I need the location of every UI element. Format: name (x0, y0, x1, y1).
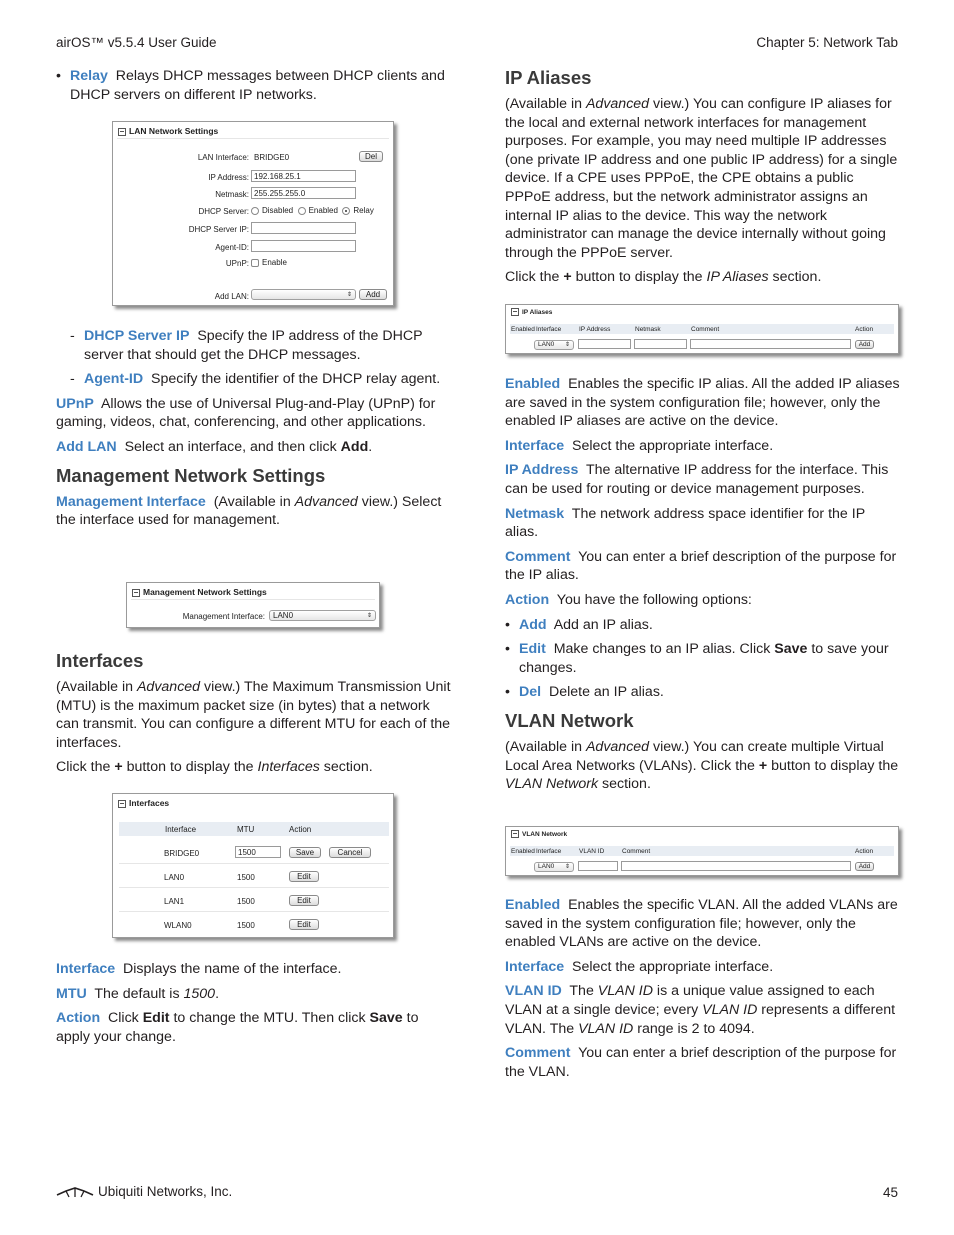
col-interface: Interface (536, 848, 562, 855)
agent-id-text: Specify the identifier of the DHCP relay agent. (151, 371, 441, 388)
interfaces-title: Interfaces (118, 798, 169, 808)
table-row-iface: LAN1 (164, 897, 185, 906)
mtu-definition: MTU The default is 1500. (56, 985, 220, 1002)
ip-aliases-paragraph-1: (Available in Advanced view.) You can configure IP aliases for the local and external network interfaces for management purposes. For example, you may need multiple IP addresses (one private IP address and one public IP address) for a single device. If a CPE uses PPPoE, the CPE obtains a public PPPoE address, but the network administrator assigns an internal IP alias to the device. This way the network administrator can manage the device internally without going through the PPPoE server. (505, 96, 898, 261)
col-action: Action (289, 825, 312, 834)
action-definition: Action You have the following options: (505, 591, 752, 608)
col-interface: Interface (536, 326, 562, 333)
row-divider (119, 863, 389, 864)
edit-button[interactable]: Edit (289, 919, 319, 930)
interfaces-paragraph-2: Click the + button to display the Interfaces section. (56, 759, 373, 776)
ip-address-label: IP Address: (208, 173, 249, 182)
doc-title: airOS™ v5.5.4 User Guide (56, 35, 217, 50)
page-number: 45 (882, 1185, 898, 1200)
vlan-network-screenshot (505, 826, 899, 876)
updown-icon: ⇕ (564, 864, 570, 870)
add-lan-select[interactable] (251, 289, 356, 300)
vlan-interface-term: Interface (505, 958, 565, 975)
add-term: Add (519, 616, 547, 633)
bullet-dot: • (56, 68, 61, 84)
ip-aliases-title: IP Aliases (511, 308, 552, 318)
left-column-4 (56, 960, 451, 1052)
comment-field[interactable] (621, 861, 851, 871)
add-lan-label: Add LAN: (214, 292, 249, 301)
upnp-text: Allows the use of Universal Plug-and-Play (UPnP) for gaming, videos, chat, conferencing, and other applications. (56, 395, 436, 431)
col-mtu: MTU (237, 825, 255, 834)
vlan-enabled-definition: Enabled Enables the specific VLAN. All the added VLANs are saved in the system configuration file; however, only the enabled VLANs are active on the device. (505, 897, 898, 951)
table-row-mtu: 1500 (237, 921, 255, 930)
upnp-option: Enable (251, 258, 287, 268)
vlan-comment-term: Comment (505, 1045, 571, 1062)
col-ip-address: IP Address (579, 326, 611, 333)
updown-icon: ⇕ (564, 342, 570, 348)
upnp-label: UPnP: (225, 259, 249, 268)
upnp-paragraph (56, 395, 451, 432)
save-button[interactable]: Save (289, 847, 321, 858)
right-column (505, 67, 900, 293)
edit-option: • Edit Make changes to an IP alias. Click Save to save your changes. (505, 641, 889, 676)
right-column-2 (505, 375, 900, 800)
vlan-network-title: VLAN Network (511, 830, 567, 840)
vlan-interface-definition: Interface Select the appropriate interface. (505, 958, 774, 975)
col-enabled: Enabled (511, 848, 535, 855)
vlan-paragraph: (Available in Advanced view.) You can create multiple Virtual Local Area Networks (VLANs). Click the + button to display the VLAN Network section. (505, 738, 899, 793)
table-row-mtu: 1500 (237, 897, 255, 906)
action-definition: Action Click Edit to change the MTU. Then click Save to apply your change. (56, 1010, 419, 1045)
left-column-3 (56, 650, 451, 783)
table-row-iface: LAN0 (164, 873, 185, 882)
mtu-term: MTU (56, 985, 87, 1002)
action-term: Action (56, 1010, 101, 1027)
netmask-definition: Netmask The network address space identifier for the IP alias. (505, 505, 865, 541)
agent-id-field[interactable] (251, 240, 356, 252)
management-settings-title: Management Network Settings (132, 587, 267, 597)
comment-definition: Comment You can enter a brief description of the purpose for the IP alias. (505, 548, 897, 584)
add-button[interactable]: Add (855, 340, 874, 349)
ubiquiti-logo-icon (56, 1186, 94, 1198)
ip-aliases-paragraph-2: Click the + button to display the IP Aliases section. (505, 269, 822, 286)
radio-relay[interactable] (342, 207, 350, 215)
dhcp-server-ip-term: DHCP Server IP (84, 328, 190, 344)
agent-id-item: - Agent-ID Specify the identifier of the DHCP relay agent. (70, 371, 441, 388)
interface-term: Interface (505, 437, 565, 454)
dhcp-server-ip-item: - DHCP Server IP Specify the IP address of the DHCP server that should get the DHCP messages. (70, 328, 423, 363)
lan-interface-label: LAN Interface: (197, 153, 249, 162)
edit-term: Edit (519, 641, 546, 658)
add-button[interactable]: Add (855, 862, 874, 871)
col-enabled: Enabled (511, 326, 535, 333)
management-interface-term: Management Interface (56, 493, 206, 510)
ip-aliases-screenshot (505, 304, 899, 354)
col-comment: Comment (622, 848, 651, 855)
interface-select[interactable]: LAN0 ⇕ (534, 862, 574, 872)
vlan-id-term: VLAN ID (505, 983, 562, 1000)
divider (117, 138, 389, 139)
updown-icon: ⇕ (346, 292, 352, 298)
upnp-checkbox[interactable] (251, 259, 259, 267)
mtu-field[interactable]: 1500 (235, 846, 281, 858)
collapse-icon (118, 800, 126, 808)
chapter-title: Chapter 5: Network Tab (756, 35, 898, 50)
comment-field[interactable] (690, 339, 851, 349)
interfaces-heading: Interfaces (56, 650, 144, 671)
del-option: • Del Delete an IP alias. (505, 684, 664, 701)
interfaces-screenshot (112, 793, 394, 938)
row-divider (119, 911, 389, 912)
del-term: Del (519, 684, 542, 701)
row-divider (119, 887, 389, 888)
left-column-2 (56, 327, 451, 536)
management-heading: Management Network Settings (56, 464, 326, 486)
vlan-heading: VLAN Network (505, 709, 634, 731)
dhcp-server-ip-label: DHCP Server IP: (188, 225, 249, 234)
col-action: Action (855, 326, 874, 333)
agent-id-term: Agent-ID (84, 371, 144, 388)
ip-address-term: IP Address (505, 462, 579, 479)
dhcp-server-ip-text: Specify the IP address of the DHCP server that should get the DHCP messages. (84, 328, 423, 363)
management-interface-paragraph: Management Interface (Available in Advanced view.) Select the interface used for management. (56, 493, 442, 529)
footer-company: Ubiquiti Networks, Inc. (56, 1183, 232, 1202)
collapse-icon (511, 308, 519, 316)
edit-button[interactable]: Edit (289, 895, 319, 906)
interface-definition: Interface Displays the name of the interface. (56, 961, 342, 977)
comment-term: Comment (505, 548, 571, 565)
divider (131, 599, 375, 600)
edit-button[interactable]: Edit (289, 871, 319, 882)
cancel-button[interactable]: Cancel (329, 847, 371, 858)
interfaces-paragraph-1: (Available in Advanced view.) The Maximum Transmission Unit (MTU) is the maximum packet size (in bytes) that a network can transmit. You can configure a different MTU for each of the interfaces. (56, 679, 451, 751)
interface-term: Interface (56, 961, 116, 977)
add-option: • Add Add an IP alias. (505, 616, 653, 633)
updown-icon: ⇕ (366, 613, 372, 619)
netmask-field[interactable] (634, 339, 687, 349)
table-row-iface: WLAN0 (164, 921, 192, 930)
netmask-field[interactable]: 255.255.255.0 (251, 187, 356, 199)
collapse-icon (132, 589, 140, 597)
vlan-id-field[interactable] (578, 861, 618, 871)
table-row-iface: BRIDGE0 (164, 849, 200, 858)
vlan-enabled-term: Enabled (505, 897, 561, 913)
enabled-term: Enabled (505, 376, 561, 392)
add-button[interactable]: Add (359, 289, 387, 300)
radio-enabled[interactable] (298, 207, 306, 215)
collapse-icon (511, 830, 519, 838)
upnp-term: UPnP (56, 395, 94, 412)
right-column-3 (505, 896, 900, 1087)
lan-interface-value: BRIDGE0 (254, 153, 290, 162)
relay-term: Relay (70, 68, 108, 84)
netmask-term: Netmask (505, 505, 565, 522)
dhcp-server-options (251, 206, 374, 216)
ip-address-definition: IP Address The alternative IP address for the interface. This can be used for routing or device management purposes. (505, 462, 889, 497)
dhcp-server-ip-field[interactable] (251, 222, 356, 234)
ip-aliases-heading: IP Aliases (505, 67, 592, 88)
left-column (56, 67, 451, 110)
enabled-definition: Enabled Enables the specific IP alias. All the added IP aliases are saved in the system configuration file; however, only the enabled IP aliases are active on the device. (505, 376, 900, 430)
management-interface-label: Management Interface: (182, 612, 265, 621)
action-term: Action (505, 591, 550, 608)
management-interface-select[interactable]: LAN0 ⇕ (269, 610, 376, 621)
netmask-label: Netmask: (215, 190, 249, 199)
lan-network-settings-screenshot (112, 121, 394, 306)
relay-item (56, 67, 451, 104)
lan-settings-title: LAN Network Settings (118, 126, 218, 136)
relay-text: Relays DHCP messages between DHCP clients and DHCP servers on different IP networks. (70, 68, 445, 103)
add-lan-term: Add LAN (56, 438, 117, 455)
vlan-id-definition: VLAN ID The VLAN ID is a unique value assigned to each VLAN at a single device; every VLAN ID represents a different VLAN. The VLAN ID range is 2 to 4094. (505, 983, 896, 1037)
collapse-icon (118, 128, 126, 136)
radio-enabled-label: Enabled (308, 206, 338, 215)
add-lan-paragraph: Add LAN Select an interface, and then click Add. (56, 438, 373, 455)
agent-id-label: Agent-ID: (215, 243, 249, 252)
col-comment: Comment (691, 326, 720, 333)
radio-disabled[interactable] (251, 207, 259, 215)
dhcp-server-label: DHCP Server: (198, 207, 249, 216)
del-button[interactable]: Del (359, 151, 383, 162)
interface-definition: Interface Select the appropriate interface. (505, 437, 774, 454)
ip-address-field[interactable]: 192.168.25.1 (251, 170, 356, 182)
col-vlan-id: VLAN ID (579, 848, 605, 855)
radio-relay-label: Relay (353, 206, 374, 215)
col-interface: Interface (165, 825, 197, 834)
col-action: Action (855, 848, 874, 855)
ip-address-field[interactable] (578, 339, 631, 349)
col-netmask: Netmask (635, 326, 661, 333)
vlan-comment-definition: Comment You can enter a brief description of the purpose for the VLAN. (505, 1045, 897, 1080)
management-settings-screenshot (126, 582, 380, 628)
table-row-mtu: 1500 (237, 873, 255, 882)
radio-disabled-label: Disabled (262, 206, 294, 215)
interface-select[interactable]: LAN0 ⇕ (534, 340, 574, 350)
table-header (510, 846, 894, 856)
